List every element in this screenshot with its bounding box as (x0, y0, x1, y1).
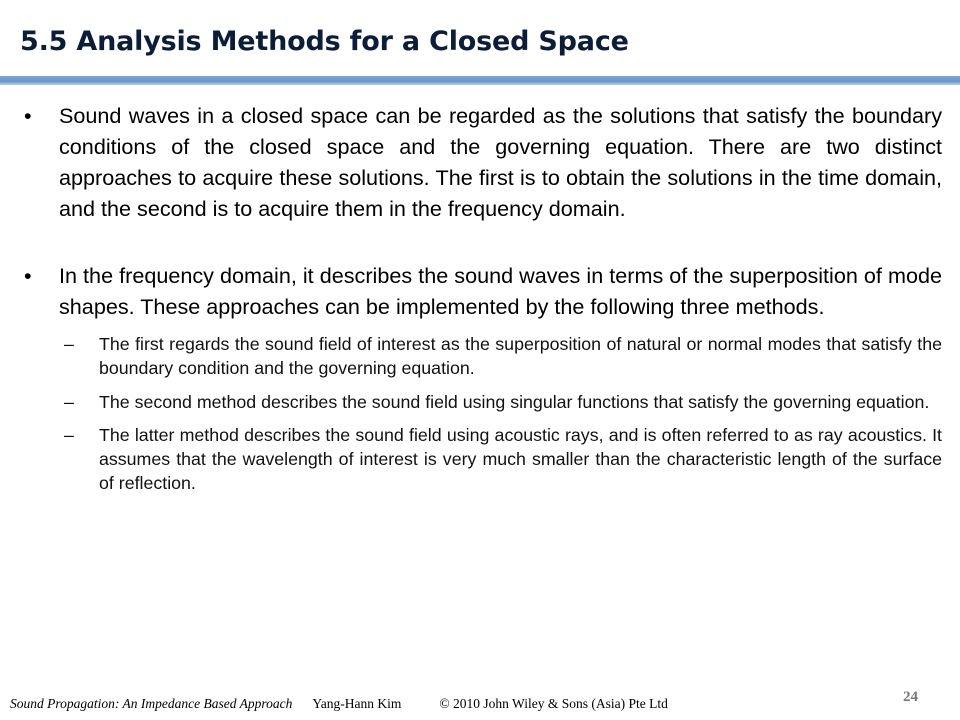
slide-body (24, 100, 942, 495)
dash-marker: – (64, 392, 74, 412)
footer-book-title: Sound Propagation: An Impedance Based Approach (10, 696, 293, 711)
title-divider (0, 76, 960, 85)
sub-bullet-item (64, 390, 942, 414)
bullet-marker: • (24, 263, 32, 288)
footer-author: Yang-Hann Kim (312, 696, 402, 711)
sub-bullet-text: The latter method describes the sound field using acoustic rays, and is often referred to as ray acoustics. It assumes that the wavelength of interest is very much smaller than the characteristic length of the surface of reflection. (99, 425, 942, 493)
dash-marker: – (64, 334, 74, 354)
sub-bullet-text: The first regards the sound field of interest as the superposition of natural or normal modes that satisfy the boundary condition and the governing equation. (99, 334, 942, 378)
bullet-item (24, 100, 942, 224)
slide-footer (10, 696, 668, 712)
bullet-marker: • (24, 103, 32, 128)
sub-bullet-item (64, 423, 942, 495)
bullet-text: In the frequency domain, it describes the sound waves in terms of the superposition of mode shapes. These approaches can be implemented by the following three methods. (59, 263, 942, 319)
sub-bullet-text: The second method describes the sound field using singular functions that satisfy the governing equation. (99, 392, 930, 412)
dash-marker: – (64, 425, 74, 445)
page-number: 24 (903, 689, 918, 705)
slide-title: 5.5 Analysis Methods for a Closed Space (20, 26, 629, 57)
bullet-item (24, 260, 942, 322)
sub-bullet-item (64, 332, 942, 380)
bullet-text: Sound waves in a closed space can be regarded as the solutions that satisfy the boundary conditions of the closed space and the governing equation. There are two distinct approaches to acquire these solutions. The first is to obtain the solutions in the time domain, and the second is to acquire them in the frequency domain. (59, 103, 942, 221)
footer-copyright: © 2010 John Wiley & Sons (Asia) Pte Ltd (439, 696, 668, 711)
